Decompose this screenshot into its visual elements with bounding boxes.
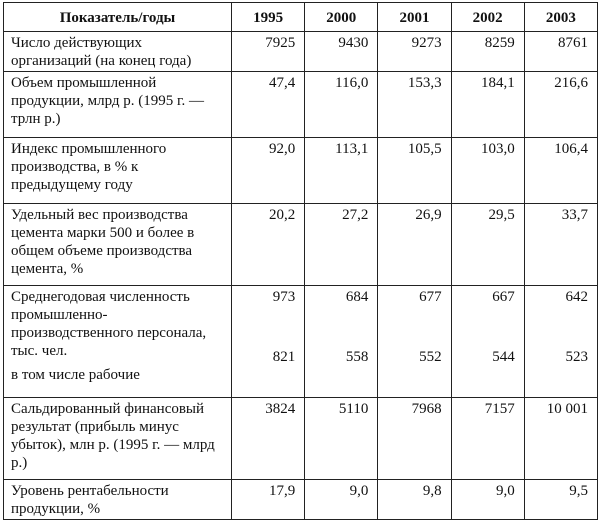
table-row [4,32,598,72]
cell-value: 7968 [378,398,451,480]
header-year: 2000 [305,3,378,32]
header-year: 2003 [524,3,597,32]
table-row [4,204,598,286]
header-row [4,3,598,32]
sub-cell-value: 821 [272,349,296,365]
cell-value: 113,1 [305,138,378,204]
table-row [4,138,598,204]
cell-value: 7925 [232,32,305,72]
table-row [4,398,598,480]
cell-value: 184,1 [451,72,524,138]
cell-value: 103,0 [451,138,524,204]
sub-row-label: в том числе рабочие [11,367,140,383]
cell-value-group [451,286,524,398]
cell-value: 116,0 [305,72,378,138]
cell-value: 9,8 [378,480,451,520]
cell-value: 684 [345,289,369,305]
row-label: Сальдированный финансовый результат (прибыль минус убыток), млн р. (1995 г. — млрд р.) [4,398,232,480]
cell-value: 20,2 [232,204,305,286]
cell-value: 5110 [305,398,378,480]
sub-cell-value: 552 [419,349,442,365]
cell-value-group [524,286,597,398]
cell-value: 642 [565,289,588,305]
table-row [4,480,598,520]
cell-value: 33,7 [524,204,597,286]
header-year: 2002 [451,3,524,32]
row-label: Среднегодовая численность промышленно-производственного персонала, тыс. чел. [11,289,207,359]
cell-value: 9430 [305,32,378,72]
sub-cell-value: 558 [345,349,369,365]
row-label: Уровень рентабельности продукции, % [4,480,232,520]
cell-value: 10 001 [524,398,597,480]
cell-value: 3824 [232,398,305,480]
cell-value: 216,6 [524,72,597,138]
cell-value: 92,0 [232,138,305,204]
cell-value: 677 [419,289,442,305]
cell-value: 9,0 [305,480,378,520]
row-label: Объем промышленной продукции, млрд р. (1995 г. — трлн р.) [4,72,232,138]
cell-value-group [378,286,451,398]
sub-cell-value: 544 [492,349,515,365]
cell-value: 667 [492,289,515,305]
header-indicator: Показатель/годы [4,3,232,32]
cell-value: 26,9 [378,204,451,286]
row-label: Число действующих организаций (на конец года) [4,32,232,72]
header-year: 2001 [378,3,451,32]
table-row [4,286,598,398]
cell-value: 8259 [451,32,524,72]
cell-value: 9,5 [524,480,597,520]
row-label-group [4,286,232,398]
cell-value: 17,9 [232,480,305,520]
cell-value-group [305,286,378,398]
cell-value: 27,2 [305,204,378,286]
header-year: 1995 [232,3,305,32]
cell-value: 9273 [378,32,451,72]
cell-value-group [232,286,305,398]
cell-value: 973 [272,289,296,305]
cell-value: 47,4 [232,72,305,138]
cell-value: 153,3 [378,72,451,138]
sub-cell-value: 523 [565,349,588,365]
cell-value: 105,5 [378,138,451,204]
cell-value: 9,0 [451,480,524,520]
table-row [4,72,598,138]
row-label: Индекс промышленного производства, в % к предыдущему году [4,138,232,204]
statistics-table [3,2,598,520]
row-label: Удельный вес производства цемента марки 500 и более в общем объеме производства цемента, % [4,204,232,286]
cell-value: 7157 [451,398,524,480]
cell-value: 106,4 [524,138,597,204]
cell-value: 29,5 [451,204,524,286]
cell-value: 8761 [524,32,597,72]
